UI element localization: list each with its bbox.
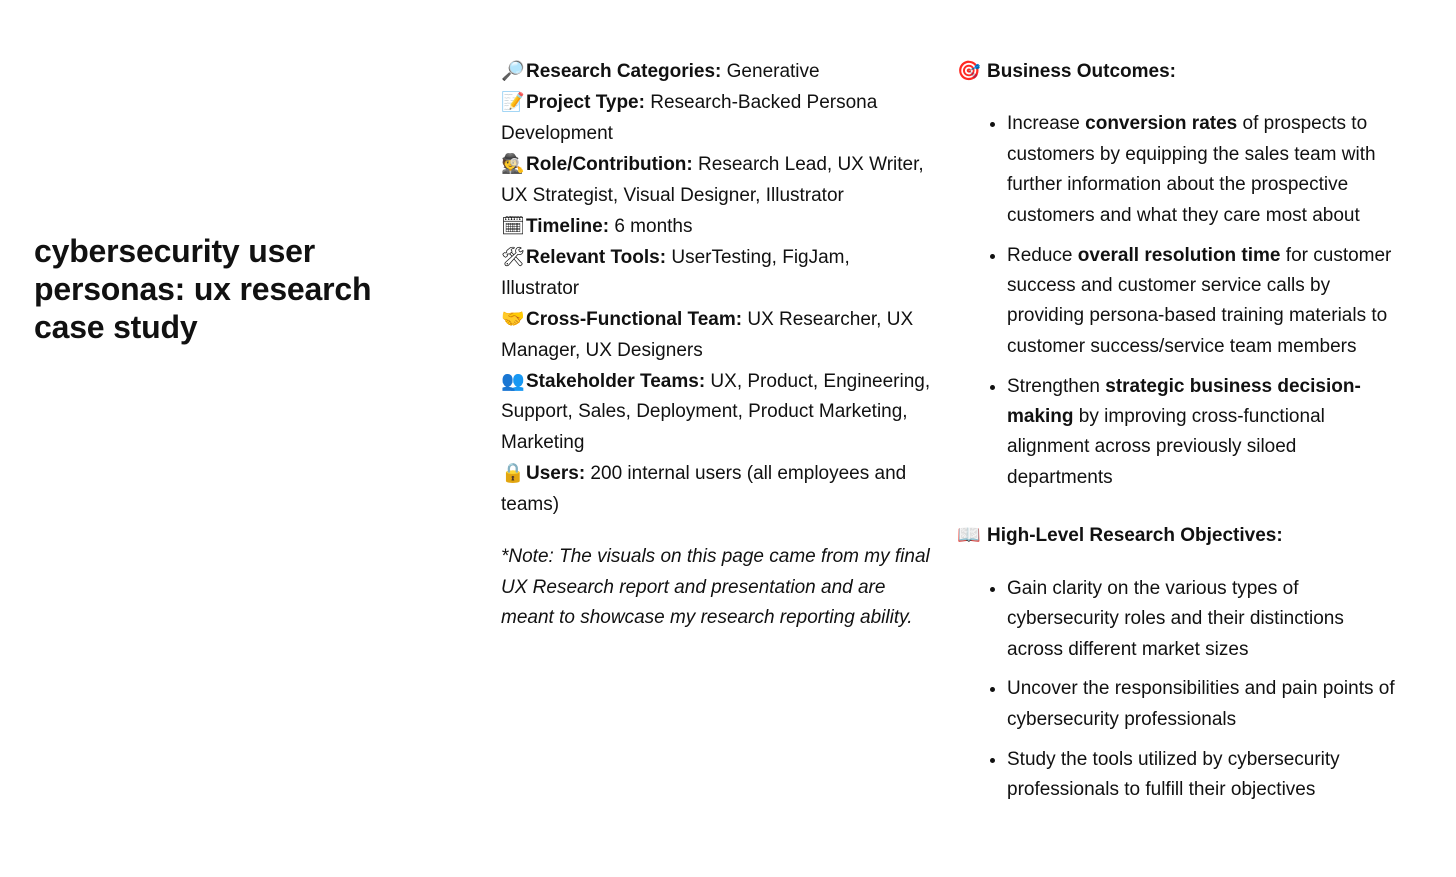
visuals-note: *Note: The visuals on this page came from my final UX Research report and presentation and are meant to showcase my research reporting ability. (501, 546, 930, 628)
list-item (1007, 372, 1397, 494)
item-text: for customer success and customer service calls by providing persona-based training materials to customer success/service team members (1007, 244, 1392, 357)
detail-label: Users: (526, 463, 586, 485)
book-icon: 📖 (957, 524, 981, 547)
detail-value: UserTesting, FigJam, Illustrator (501, 247, 850, 299)
detail-cross-functional-team (501, 304, 933, 366)
detail-value: Research Lead, UX Writer, UX Strategist, Visual Designer, Illustrator (501, 154, 924, 206)
business-outcomes-heading (957, 56, 1397, 87)
detail-value: UX Researcher, UX Manager, UX Designers (501, 309, 914, 361)
detail-label: Stakeholder Teams: (526, 371, 706, 393)
list-item (1007, 241, 1397, 363)
title-column (34, 232, 424, 346)
detail-role-contribution (501, 149, 933, 211)
item-text: Increase (1007, 113, 1086, 135)
detail-label: Role/Contribution: (526, 154, 693, 176)
outcomes-column (957, 56, 1397, 815)
detail-stakeholder-teams (501, 366, 933, 458)
list-item: • Uncover the responsibilities and pain points of cybersecurity professionals (1007, 674, 1397, 735)
detail-value: Generative (721, 61, 820, 82)
item-emphasis: conversion rates (1085, 113, 1238, 135)
detail-value: 200 internal users (all employees and teams) (501, 463, 907, 515)
detail-value: 6 months (609, 216, 693, 238)
detail-relevant-tools (501, 242, 933, 304)
lock-icon: 🔒 (501, 462, 525, 485)
section-heading-text: Business Outcomes: (987, 61, 1176, 82)
item-text: Reduce (1007, 244, 1078, 266)
detail-label: Cross-Functional Team: (526, 309, 743, 331)
detail-label: Project Type: (526, 92, 645, 114)
project-details (501, 56, 933, 633)
list-item: • Study the tools utilized by cybersecurity professionals to fulfill their objectives (1007, 745, 1397, 806)
item-text: Strengthen (1007, 375, 1106, 397)
item-text: by improving cross-functional alignment across previously siloed departments (1007, 406, 1325, 488)
magnifier-icon: 🔎 (501, 60, 525, 82)
item-emphasis: overall resolution time (1077, 244, 1281, 266)
detail-label: Timeline: (526, 216, 610, 238)
item-text: of prospects to customers by equipping the sales team with further information about the prospective customers and what they care most about (1007, 113, 1376, 226)
list-item: • Gain clarity on the various types of cybersecurity roles and their distinctions across different market sizes (1007, 574, 1397, 665)
calendar-icon: 🗓 (501, 215, 526, 238)
tools-icon: 🛠 (501, 246, 526, 269)
research-objectives-heading (957, 520, 1397, 551)
section-heading-text: High-Level Research Objectives: (987, 525, 1283, 547)
handshake-icon: 🤝 (501, 308, 525, 331)
target-icon: 🎯 (957, 60, 981, 82)
detective-icon: 🕵 (501, 153, 525, 176)
item-emphasis: strategic business decision-making (1007, 375, 1361, 428)
detail-project-type (501, 87, 933, 149)
list-item (1007, 109, 1397, 231)
page-title: cybersecurity user personas: ux research case study (34, 233, 372, 345)
detail-label: Relevant Tools: (526, 247, 667, 269)
detail-users (501, 458, 933, 520)
detail-value: Research-Backed Persona Development (501, 92, 878, 144)
detail-label: Research Categories: (526, 61, 722, 82)
memo-icon: 📝 (501, 91, 525, 114)
research-objectives-list (957, 574, 1397, 806)
detail-timeline (501, 211, 933, 242)
detail-research-categories (501, 56, 933, 87)
detail-value: UX, Product, Engineering, Support, Sales, Deployment, Product Marketing, Marketing (501, 371, 931, 453)
people-icon: 👥 (501, 370, 525, 393)
business-outcomes-list (957, 109, 1397, 493)
